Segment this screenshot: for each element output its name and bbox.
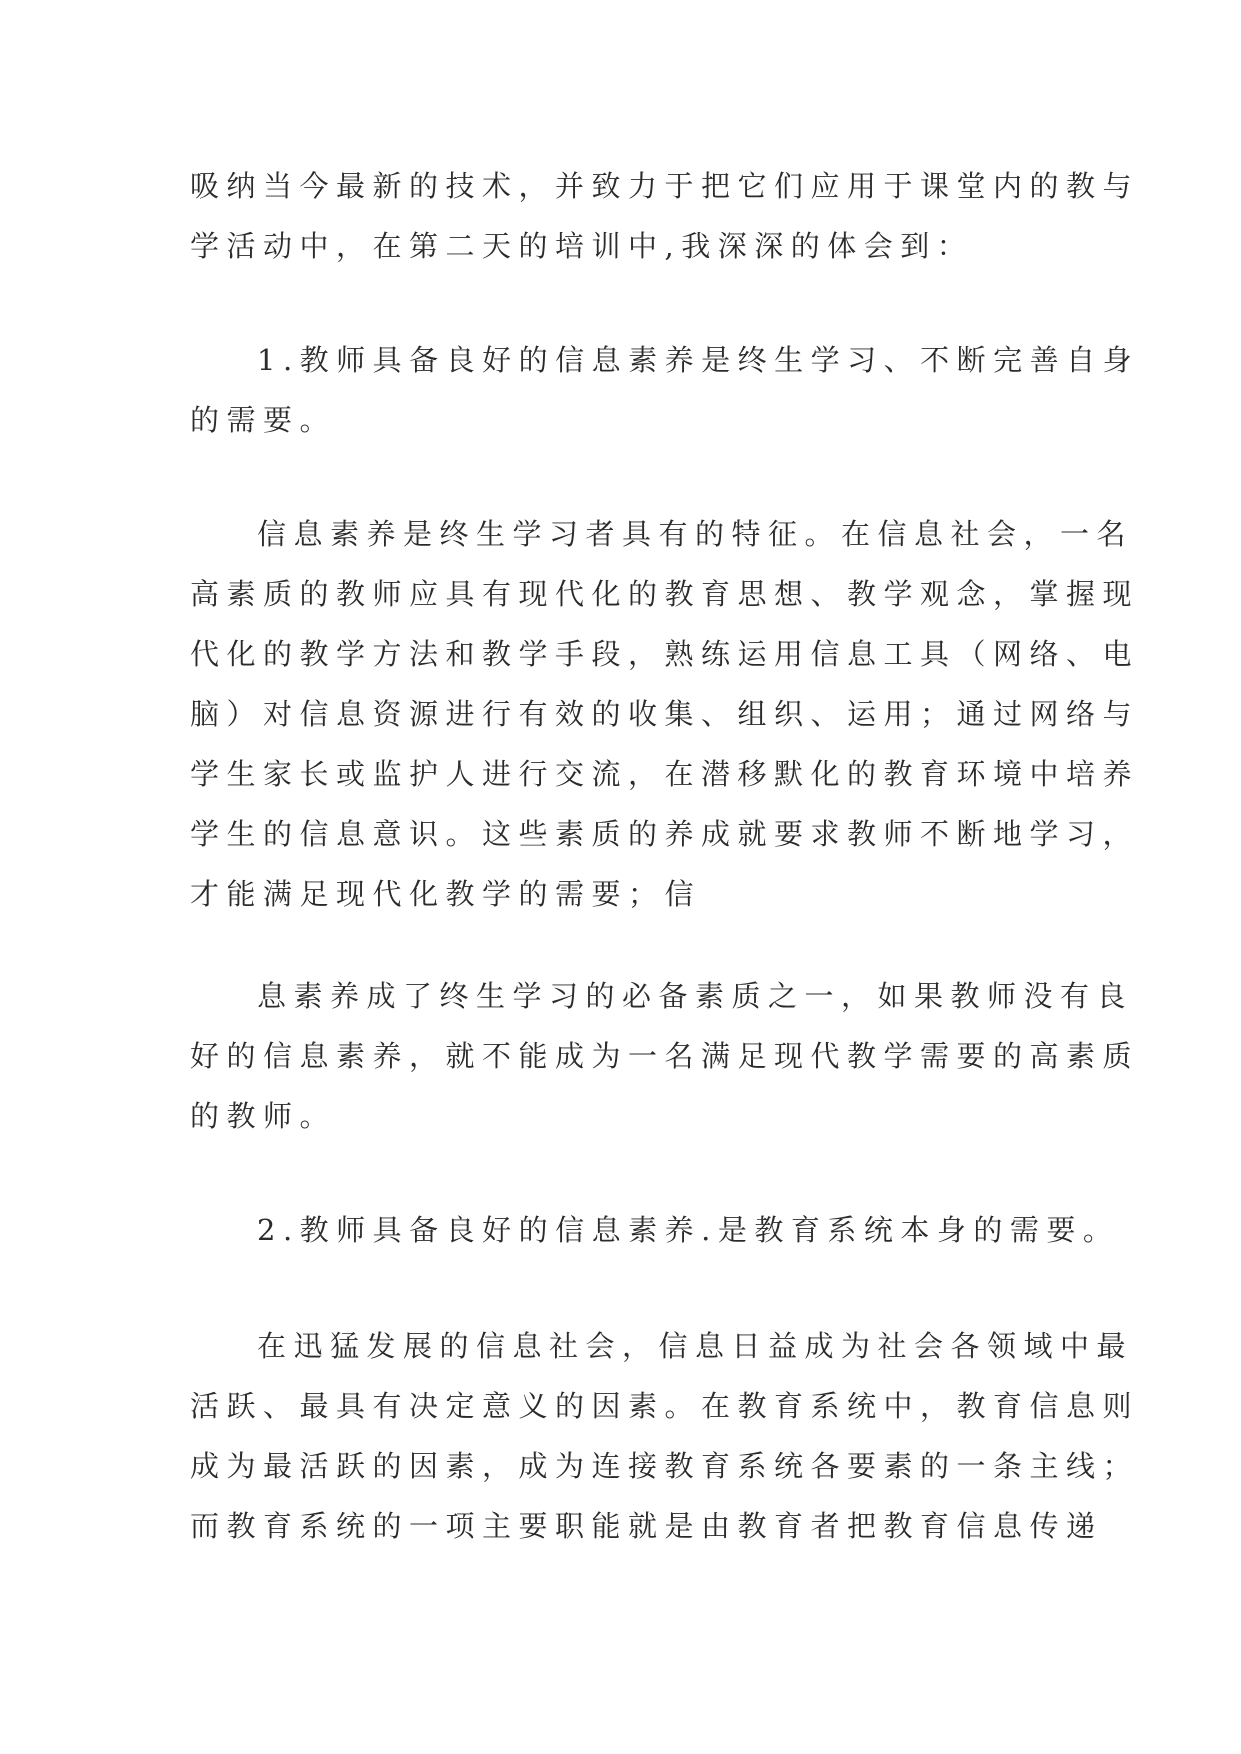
- text-line: 在迅猛发展的信息社会，信息日益成为社会各领域中最: [257, 1329, 1134, 1363]
- text-line: 学生家长或监护人进行交流，在潜移默化的教育环境中培养: [190, 757, 1140, 791]
- text-line: 息素养成了终生学习的必备素质之一，如果教师没有良: [257, 979, 1134, 1013]
- paragraph-body: [190, 966, 1140, 1146]
- text-line: 而教育系统的一项主要职能就是由教育者把教育信息传递: [190, 1509, 1103, 1543]
- text-line: 代化的教学方法和教学手段，熟练运用信息工具（网络、电: [190, 637, 1140, 671]
- paragraph-heading-2: [190, 1200, 1120, 1260]
- paragraph-continuation: [190, 156, 1140, 276]
- text-line: 1.教师具备良好的信息素养是终生学习、不断完善自身: [257, 343, 1140, 377]
- text-line: 才能满足现代化教学的需要；信: [190, 877, 702, 911]
- text-line: 的教师。: [190, 1099, 337, 1133]
- text-line: 学生的信息意识。这些素质的养成就要求教师不断地学习，: [190, 817, 1140, 851]
- text-line: 成为最活跃的因素，成为连接教育系统各要素的一条主线；: [190, 1449, 1140, 1483]
- text-line: 的需要。: [190, 403, 337, 437]
- text-line: 高素质的教师应具有现代化的教育思想、教学观念，掌握现: [190, 577, 1140, 611]
- text-line: 2.教师具备良好的信息素养.是教育系统本身的需要。: [257, 1213, 1120, 1247]
- text-line: 好的信息素养，就不能成为一名满足现代教学需要的高素质: [190, 1039, 1140, 1073]
- paragraph-body: [190, 504, 1140, 924]
- text-line: 信息素养是终生学习者具有的特征。在信息社会，一名: [257, 517, 1134, 551]
- text-line: 活跃、最具有决定意义的因素。在教育系统中，教育信息则: [190, 1389, 1140, 1423]
- paragraph-body: [190, 1316, 1140, 1556]
- paragraph-heading-1: [190, 330, 1140, 450]
- text-line: 脑）对信息资源进行有效的收集、组织、运用；通过网络与: [190, 697, 1140, 731]
- text-line: 吸纳当今最新的技术，并致力于把它们应用于课堂内的教与: [190, 169, 1140, 203]
- text-line: 学活动中，在第二天的培训中,我深深的体会到：: [190, 229, 974, 263]
